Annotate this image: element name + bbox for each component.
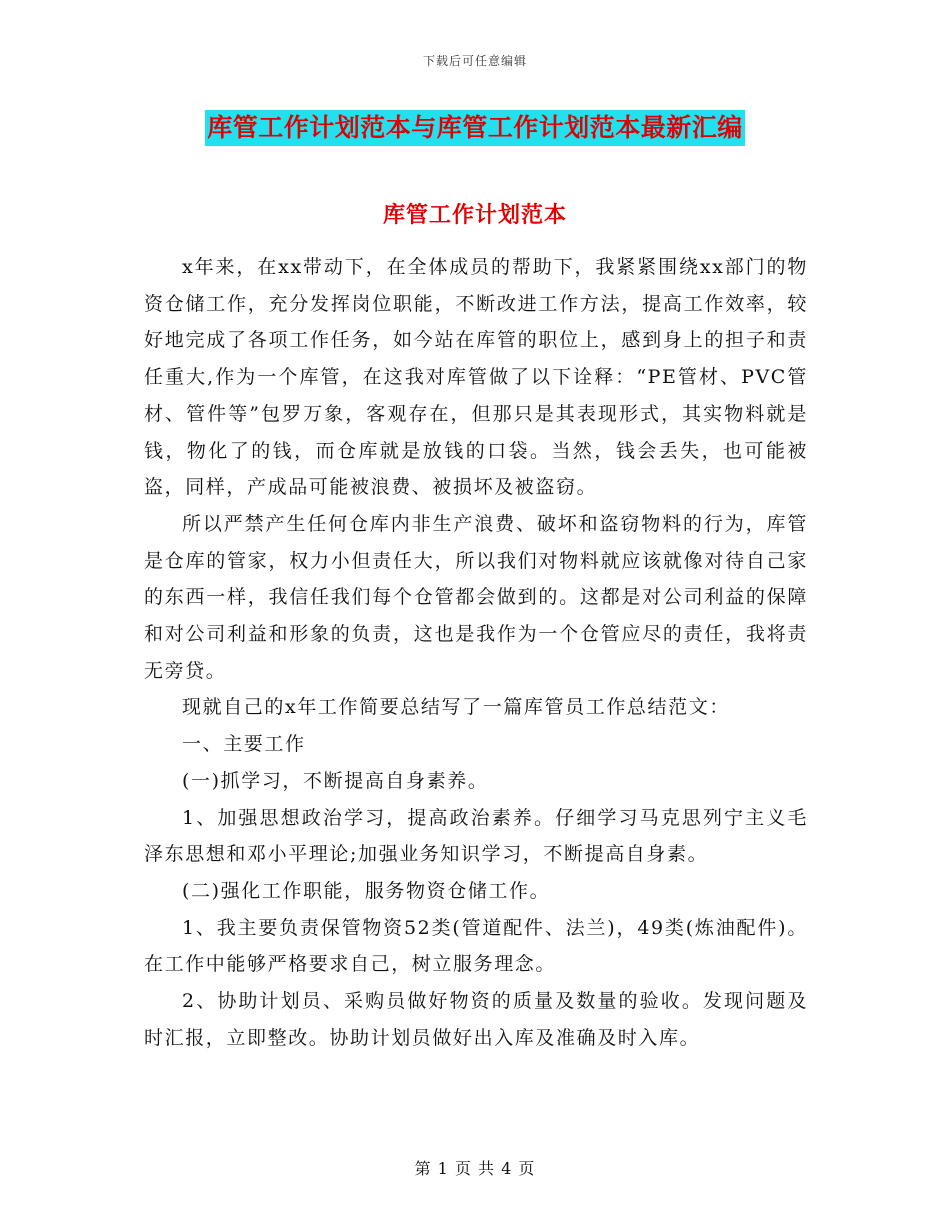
paragraph: x年来，在xx带动下，在全体成员的帮助下，我紧紧围绕xx部门的物资仓储工作，充分发挥岗位职能，不断改进工作方法，提高工作效率，较好地完成了各项工作任务，如今站在库管的职位上，感到身上的担子和责任重大,作为一个库管，在这我对库管做了以下诠释：“PE管材、PVC管材、管件等”包罗万象，客观存在，但那只是其表现形式，其实物料就是钱，物化了的钱，而仓库就是放钱的口袋。当然，钱会丢失，也可能被盗，同样，产成品可能被浪费、被损坏及被盗窃。 [144, 256, 808, 499]
section-heading: 一、主要工作 [182, 733, 306, 756]
subsection-heading: (二)强化工作职能，服务物资仓储工作。 [182, 879, 551, 902]
header-note: 下载后可任意编辑 [422, 54, 527, 68]
paragraph: 所以严禁产生任何仓库内非生产浪费、破坏和盗窃物料的行为，库管是仓库的管家，权力小但责任大，所以我们对物料就应该就像对待自己家的东西一样，我信任我们每个仓管都会做到的。这都是对公司利益的保障和对公司利益和形象的负责，这也是我作为一个仓管应尽的责任，我将责无旁贷。 [144, 512, 808, 682]
subsection-heading: (一)抓学习，不断提高自身素养。 [182, 769, 489, 792]
document-body [144, 249, 808, 1056]
document-title-text: 库管工作计划范本与库管工作计划范本最新汇编 [205, 110, 745, 146]
document-subtitle: 库管工作计划范本 [382, 203, 567, 228]
paragraph: 现就自己的x年工作简要总结写了一篇库管员工作总结范文： [182, 696, 730, 719]
list-item: 2、协助计划员、采购员做好物资的质量及数量的验收。发现问题及时汇报，立即整改。协助计划员做好出入库及准确及时入库。 [144, 990, 808, 1049]
page-number: 第 1 页 共 4 页 [414, 1159, 536, 1178]
list-item: 1、加强思想政治学习，提高政治素养。仔细学习马克思列宁主义毛泽东思想和邓小平理论;加强业务知识学习，不断提高自身素。 [144, 806, 808, 866]
list-item: 1、我主要负责保管物资52类(管道配件、法兰)，49类(炼油配件)。在工作中能够严格要求自己，树立服务理念。 [144, 916, 808, 976]
document-title [0, 110, 950, 146]
